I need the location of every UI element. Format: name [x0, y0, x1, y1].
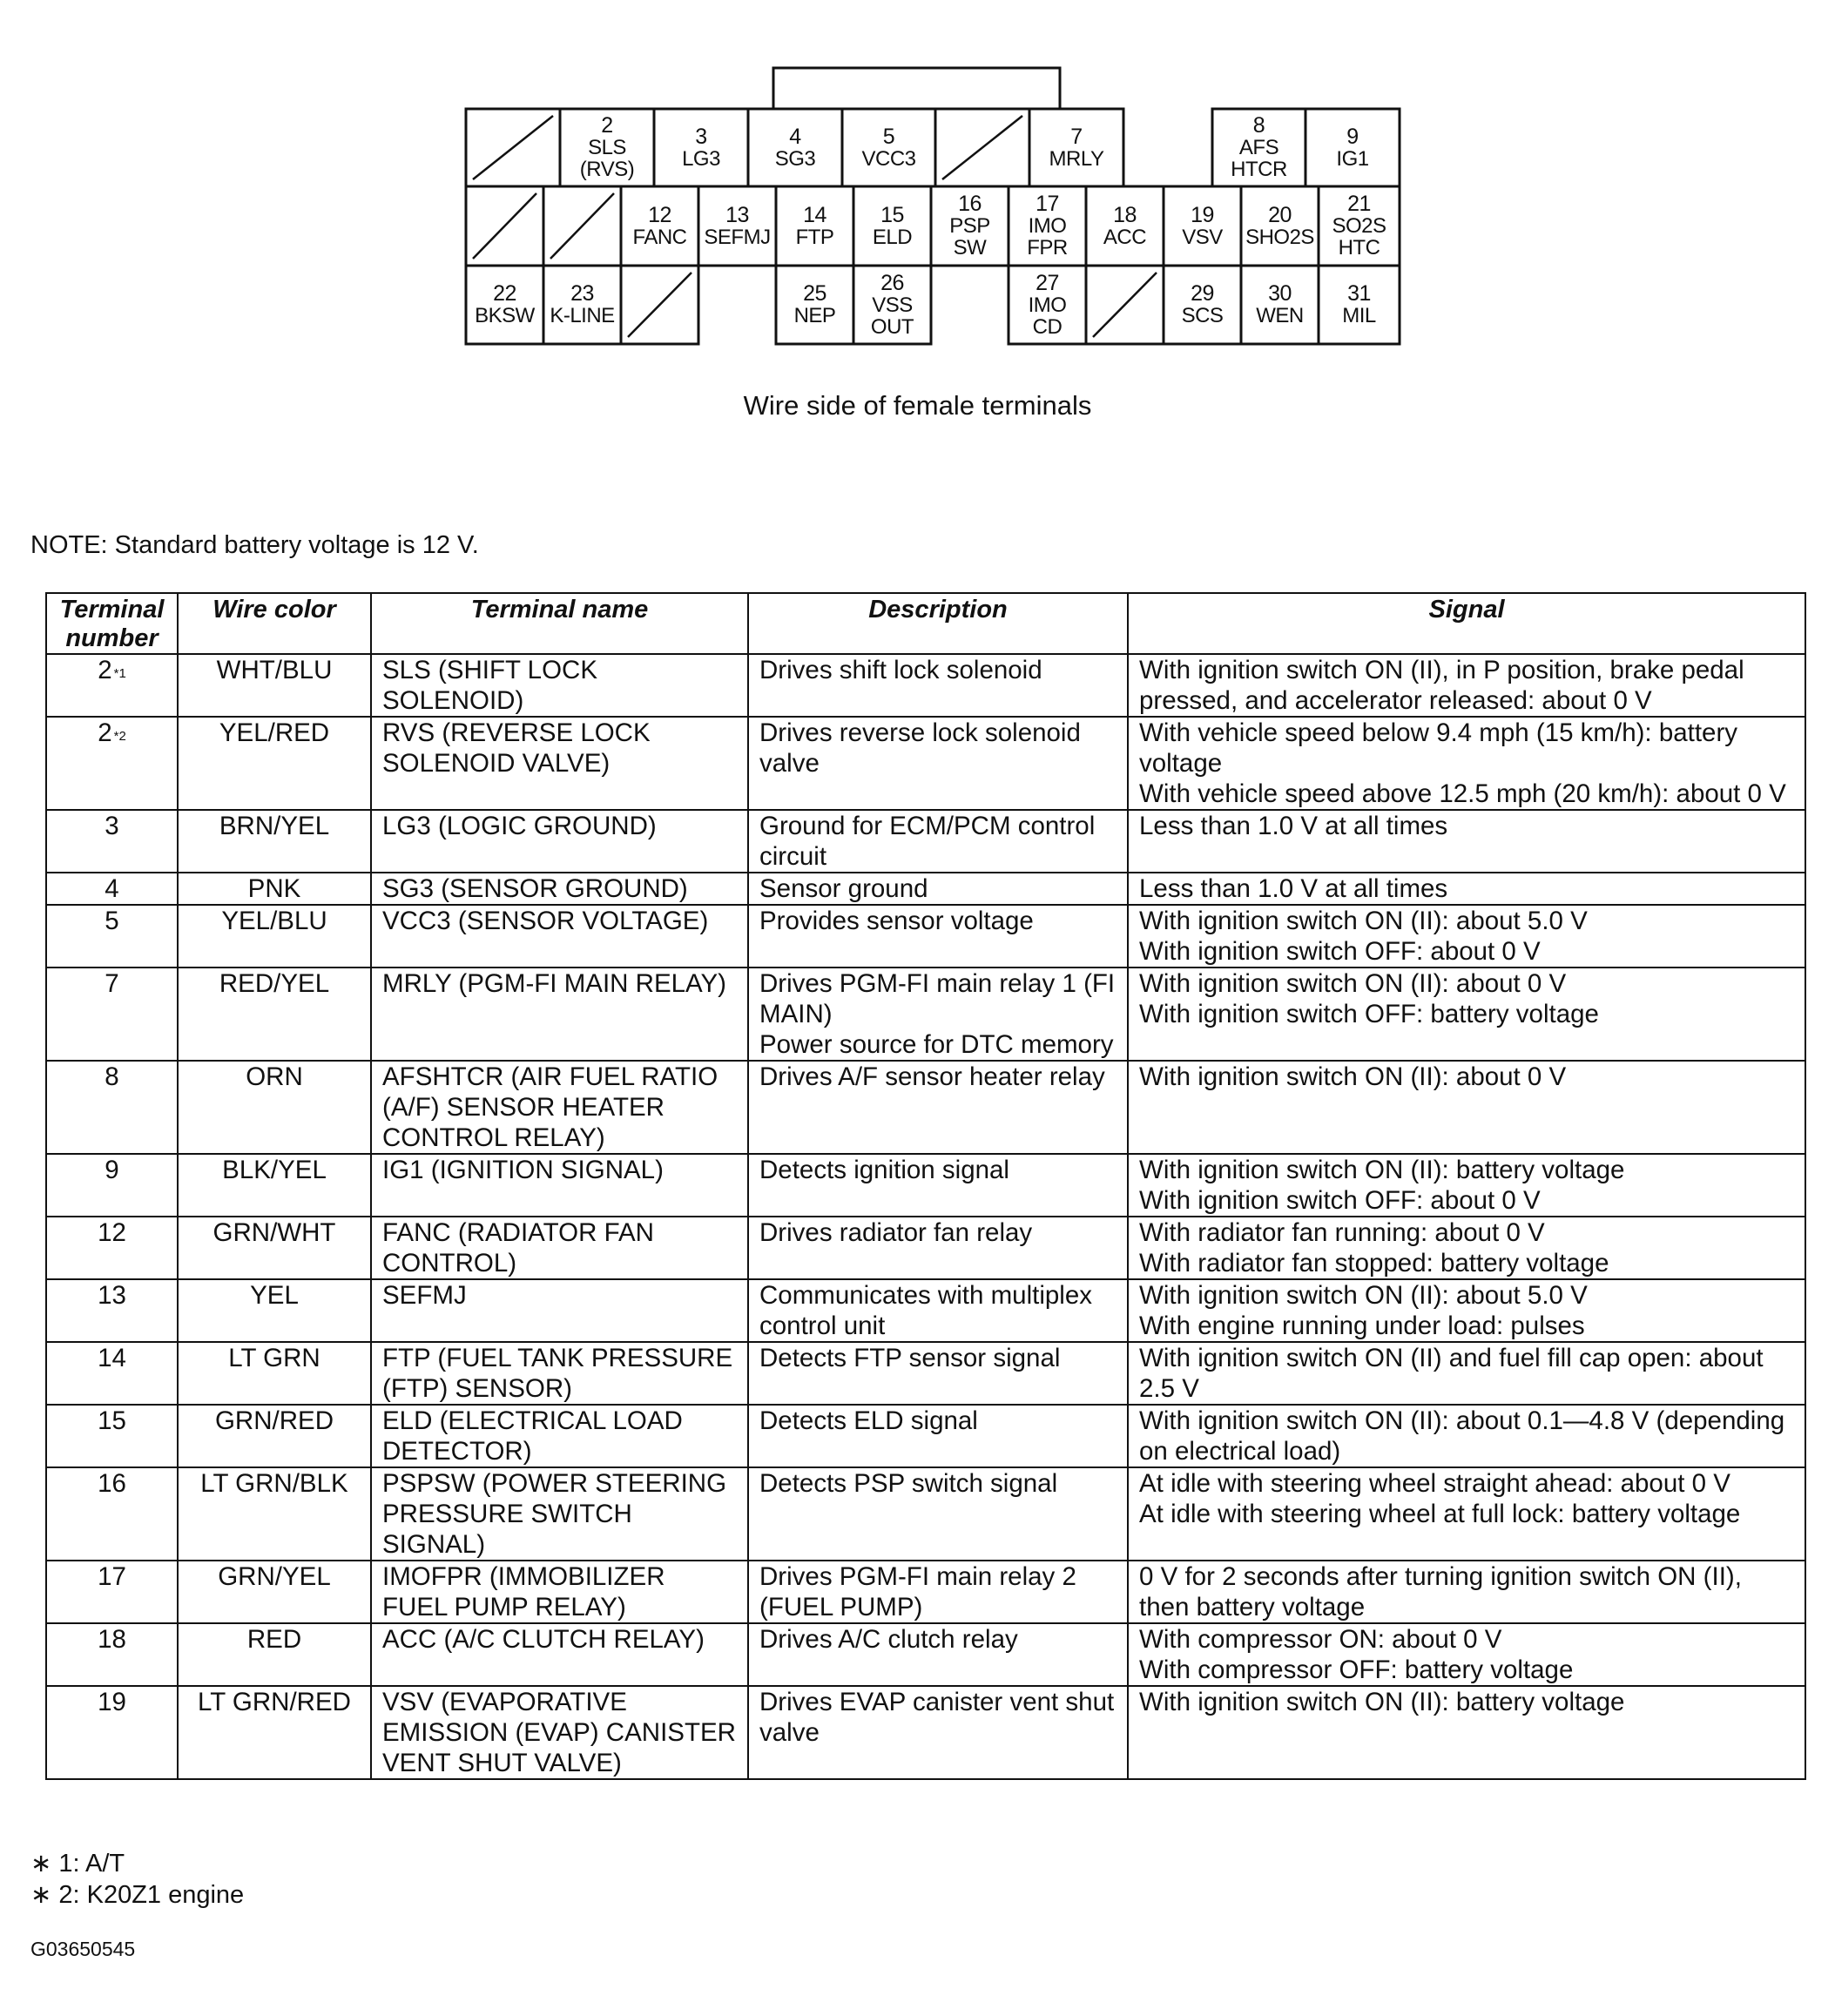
terminal-3 [654, 109, 748, 186]
cell-description: Drives reverse lock solenoid valve [748, 717, 1128, 810]
cell-description: Drives shift lock solenoid [748, 654, 1128, 717]
figure-id: G03650545 [30, 1938, 136, 1960]
terminal-26 [853, 266, 931, 344]
cell-description: Ground for ECM/PCM control circuit [748, 810, 1128, 873]
terminal-12 [621, 186, 698, 266]
terminal-13 [698, 186, 776, 266]
cell-terminal-name: MRLY (PGM-FI MAIN RELAY) [371, 968, 748, 1061]
terminal-label: K-LINE [550, 304, 615, 327]
cell-signal: With ignition switch ON (II): about 0 V [1128, 1061, 1805, 1154]
terminal-number: 25 [803, 281, 826, 306]
cell-signal: With ignition switch ON (II): about 0.1—4.8 V (depending on electrical load) [1128, 1405, 1805, 1467]
terminal-label: SW [953, 236, 987, 260]
terminal-label: NEP [793, 304, 836, 327]
terminal-label: SO2S [1332, 214, 1386, 238]
cell-signal: Less than 1.0 V at all times [1128, 810, 1805, 873]
cell-wire-color: BLK/YEL [178, 1154, 371, 1217]
terminal-label: WEN [1256, 304, 1304, 327]
table-row [46, 1623, 1805, 1686]
terminal-label: HTCR [1231, 158, 1287, 181]
cell-wire-color: LT GRN [178, 1342, 371, 1405]
cell-signal: With ignition switch ON (II) and fuel fill cap open: about 2.5 V [1128, 1342, 1805, 1405]
terminal-label: VCC3 [861, 146, 916, 171]
terminal-table [45, 592, 1806, 1780]
cell-signal: With ignition switch ON (II), in P position, brake pedal pressed, and accelerator released: about 0 V [1128, 654, 1805, 717]
cell-terminal-number: 4 [46, 873, 178, 905]
terminal-7 [1029, 109, 1123, 186]
cell-signal: Less than 1.0 V at all times [1128, 873, 1805, 905]
cell-signal: With radiator fan running: about 0 V With radiator fan stopped: battery voltage [1128, 1217, 1805, 1279]
terminal-label: IG1 [1336, 146, 1369, 171]
header-wire-color: Wire color [178, 593, 371, 654]
footnote-2: ∗ 2: K20Z1 engine [30, 1881, 245, 1909]
cell-terminal-number: 17 [46, 1561, 178, 1623]
cell-terminal-number: 15 [46, 1405, 178, 1467]
terminal-number: 26 [880, 270, 904, 295]
cell-terminal-name: SLS (SHIFT LOCK SOLENOID) [371, 654, 748, 717]
terminal-number: 23 [570, 281, 594, 306]
cell-description: Detects FTP sensor signal [748, 1342, 1128, 1405]
cell-description: Detects PSP switch signal [748, 1467, 1128, 1561]
unused-terminal-slash [473, 116, 553, 179]
cell-terminal-name: FTP (FUEL TANK PRESSURE (FTP) SENSOR) [371, 1342, 748, 1405]
terminal-number: 20 [1268, 202, 1292, 227]
terminal-15 [853, 186, 931, 266]
terminal-number: 30 [1268, 281, 1292, 306]
terminal-number: 5 [882, 124, 895, 149]
cell-wire-color: YEL [178, 1279, 371, 1342]
terminal-number: 22 [493, 281, 516, 306]
connector-caption: Wire side of female terminals [743, 390, 1092, 421]
connector-diagram [0, 0, 1835, 366]
table-row [46, 1279, 1805, 1342]
cell-wire-color: YEL/RED [178, 717, 371, 810]
table-row [46, 873, 1805, 905]
terminal-2 [560, 109, 654, 186]
cell-terminal-number: 14 [46, 1342, 178, 1405]
terminal-label: SG3 [774, 146, 816, 171]
cell-terminal-number: 3 [46, 810, 178, 873]
cell-signal: With ignition switch ON (II): battery voltage [1128, 1686, 1805, 1779]
terminal-label: ELD [872, 225, 913, 249]
cell-terminal-number: 9 [46, 1154, 178, 1217]
cell-terminal-name: FANC (RADIATOR FAN CONTROL) [371, 1217, 748, 1279]
terminal-label: OUT [870, 314, 914, 339]
terminal-number: 17 [1036, 192, 1059, 216]
cell-wire-color: RED/YEL [178, 968, 371, 1061]
terminal-30 [1241, 266, 1319, 344]
cell-wire-color: ORN [178, 1061, 371, 1154]
cell-terminal-number: 2 $^{*1}$ [46, 654, 178, 717]
cell-terminal-name: SG3 (SENSOR GROUND) [371, 873, 748, 905]
footnote-marker: *1 [113, 666, 126, 681]
cell-description: Communicates with multiplex control unit [748, 1279, 1128, 1342]
header-terminal-number: Terminal number [46, 593, 178, 654]
terminal-label: ACC [1103, 225, 1147, 249]
cell-terminal-number: 13 [46, 1279, 178, 1342]
terminal-number: 31 [1347, 281, 1371, 306]
cell-wire-color: GRN/YEL [178, 1561, 371, 1623]
terminal-number: 2 [601, 113, 613, 138]
terminal-label: (RVS) [579, 158, 635, 181]
terminal-label: SCS [1181, 304, 1224, 327]
terminal-number: 7 [1070, 124, 1083, 149]
table-row [46, 1061, 1805, 1154]
table-row [46, 1342, 1805, 1405]
cell-wire-color: PNK [178, 873, 371, 905]
cell-terminal-number: 19 [46, 1686, 178, 1779]
cell-signal: With ignition switch ON (II): battery voltage With ignition switch OFF: about 0 V [1128, 1154, 1805, 1217]
terminal-number: 18 [1113, 202, 1137, 227]
terminal-label: VSV [1182, 225, 1223, 249]
cell-wire-color: YEL/BLU [178, 905, 371, 968]
unused-terminal-slash [473, 193, 536, 259]
terminal-20 [1241, 186, 1319, 266]
cell-signal: With compressor ON: about 0 V With compressor OFF: battery voltage [1128, 1623, 1805, 1686]
terminal-label: AFS [1238, 136, 1279, 159]
table-row [46, 1405, 1805, 1467]
cell-terminal-name: ELD (ELECTRICAL LOAD DETECTOR) [371, 1405, 748, 1467]
header-signal: Signal [1128, 593, 1805, 654]
terminal-label: SLS [588, 136, 626, 159]
terminal-number: 16 [958, 192, 982, 216]
terminal-16 [931, 186, 1009, 266]
terminal-23 [543, 266, 621, 344]
note-text: NOTE: Standard battery voltage is 12 V. [30, 531, 479, 559]
table-row [46, 1154, 1805, 1217]
table-row [46, 905, 1805, 968]
connector-lock-tab [773, 68, 1060, 109]
cell-description: Provides sensor voltage [748, 905, 1128, 968]
cell-terminal-name: ACC (A/C CLUTCH RELAY) [371, 1623, 748, 1686]
cell-terminal-number: 7 [46, 968, 178, 1061]
unused-terminal-slash [942, 116, 1022, 179]
terminal-number: 12 [648, 202, 671, 227]
terminal-number: 9 [1346, 124, 1359, 149]
cell-terminal-name: SEFMJ [371, 1279, 748, 1342]
cell-terminal-name: IMOFPR (IMMOBILIZER FUEL PUMP RELAY) [371, 1561, 748, 1623]
cell-signal: With ignition switch ON (II): about 0 V With ignition switch OFF: battery voltage [1128, 968, 1805, 1061]
cell-description: Drives PGM-FI main relay 1 (FI MAIN) Power source for DTC memory [748, 968, 1128, 1061]
cell-description: Drives A/F sensor heater relay [748, 1061, 1128, 1154]
terminal-label: MIL [1342, 304, 1376, 327]
cell-terminal-name: LG3 (LOGIC GROUND) [371, 810, 748, 873]
cell-wire-color: GRN/WHT [178, 1217, 371, 1279]
terminal-label: CD [1032, 314, 1063, 339]
table-header-row [46, 593, 1805, 654]
cell-description: Detects ELD signal [748, 1405, 1128, 1467]
cell-terminal-number: 12 [46, 1217, 178, 1279]
terminal-label: IMO [1028, 214, 1067, 238]
cell-terminal-number: 18 [46, 1623, 178, 1686]
cell-description: Drives radiator fan relay [748, 1217, 1128, 1279]
terminal-number: 8 [1252, 113, 1265, 138]
terminal-29 [1164, 266, 1241, 344]
table-row [46, 1467, 1805, 1561]
cell-terminal-number: 2 $^{*2}$ [46, 717, 178, 810]
cell-terminal-number: 5 [46, 905, 178, 968]
terminal-number: 4 [789, 124, 801, 149]
terminal-number: 29 [1191, 281, 1214, 306]
cell-description: Drives PGM-FI main relay 2 (FUEL PUMP) [748, 1561, 1128, 1623]
terminal-5 [842, 109, 935, 186]
terminal-27 [1009, 266, 1086, 344]
cell-terminal-name: IG1 (IGNITION SIGNAL) [371, 1154, 748, 1217]
header-description: Description [748, 593, 1128, 654]
terminal-number: 14 [803, 202, 826, 227]
cell-signal: At idle with steering wheel straight ahead: about 0 V At idle with steering wheel at full lock: battery voltage [1128, 1467, 1805, 1561]
cell-signal: With ignition switch ON (II): about 5.0 V With ignition switch OFF: about 0 V [1128, 905, 1805, 968]
cell-description: Detects ignition signal [748, 1154, 1128, 1217]
terminal-number: 19 [1191, 202, 1214, 227]
terminal-label: LG3 [682, 146, 720, 171]
cell-terminal-number: 16 [46, 1467, 178, 1561]
cell-description: Drives EVAP canister vent shut valve [748, 1686, 1128, 1779]
terminal-22 [466, 266, 543, 344]
table-row [46, 654, 1805, 717]
unused-terminal-slash [628, 273, 691, 337]
cell-wire-color: LT GRN/BLK [178, 1467, 371, 1561]
terminal-number: 21 [1347, 192, 1371, 216]
cell-signal: With vehicle speed below 9.4 mph (15 km/h): battery voltage With vehicle speed above 12.5 mph (20 km/h): about 0 V [1128, 717, 1805, 810]
terminal-8 [1212, 109, 1305, 186]
table-row [46, 810, 1805, 873]
table-row [46, 1561, 1805, 1623]
cell-terminal-name: VCC3 (SENSOR VOLTAGE) [371, 905, 748, 968]
footnote-marker: *2 [113, 729, 126, 744]
cell-description: Sensor ground [748, 873, 1128, 905]
terminal-31 [1319, 266, 1400, 344]
terminal-label: IMO [1028, 293, 1067, 317]
cell-terminal-name: PSPSW (POWER STEERING PRESSURE SWITCH SIGNAL) [371, 1467, 748, 1561]
cell-terminal-name: RVS (REVERSE LOCK SOLENOID VALVE) [371, 717, 748, 810]
terminal-label: PSP [949, 214, 990, 238]
table-row [46, 1686, 1805, 1779]
terminal-number: 27 [1036, 270, 1059, 295]
terminal-label: VSS [872, 293, 913, 317]
cell-wire-color: RED [178, 1623, 371, 1686]
terminal-14 [776, 186, 853, 266]
terminal-label: SEFMJ [704, 225, 771, 249]
terminal-21 [1319, 186, 1400, 266]
terminal-label: FPR [1027, 236, 1068, 260]
header-terminal-name: Terminal name [371, 593, 748, 654]
footnotes [30, 1848, 244, 1911]
terminal-number: 15 [880, 202, 904, 227]
footnote-1: ∗ 1: A/T [30, 1850, 125, 1878]
terminal-number: 13 [725, 202, 749, 227]
cell-terminal-number: 8 [46, 1061, 178, 1154]
terminal-number: 3 [695, 124, 707, 149]
cell-description: Drives A/C clutch relay [748, 1623, 1128, 1686]
terminal-18 [1086, 186, 1164, 266]
cell-terminal-name: VSV (EVAPORATIVE EMISSION (EVAP) CANISTER VENT SHUT VALVE) [371, 1686, 748, 1779]
unused-terminal-slash [1093, 273, 1157, 337]
cell-signal: 0 V for 2 seconds after turning ignition switch ON (II), then battery voltage [1128, 1561, 1805, 1623]
table-row [46, 968, 1805, 1061]
terminal-25 [776, 266, 853, 344]
unused-terminal-slash [550, 193, 614, 259]
terminal-19 [1164, 186, 1241, 266]
terminal-label: FTP [795, 225, 834, 249]
cell-terminal-name: AFSHTCR (AIR FUEL RATIO (A/F) SENSOR HEATER CONTROL RELAY) [371, 1061, 748, 1154]
terminal-label: MRLY [1049, 146, 1104, 171]
terminal-label: FANC [632, 225, 687, 249]
terminal-label: SHO2S [1245, 225, 1314, 249]
cell-signal: With ignition switch ON (II): about 5.0 V With engine running under load: pulses [1128, 1279, 1805, 1342]
terminal-label: BKSW [475, 304, 535, 327]
cell-wire-color: BRN/YEL [178, 810, 371, 873]
cell-wire-color: LT GRN/RED [178, 1686, 371, 1779]
terminal-9 [1305, 109, 1400, 186]
terminal-4 [748, 109, 842, 186]
cell-wire-color: WHT/BLU [178, 654, 371, 717]
terminal-label: HTC [1338, 236, 1380, 260]
table-row [46, 1217, 1805, 1279]
terminal-17 [1009, 186, 1086, 266]
cell-wire-color: GRN/RED [178, 1405, 371, 1467]
table-row [46, 717, 1805, 810]
